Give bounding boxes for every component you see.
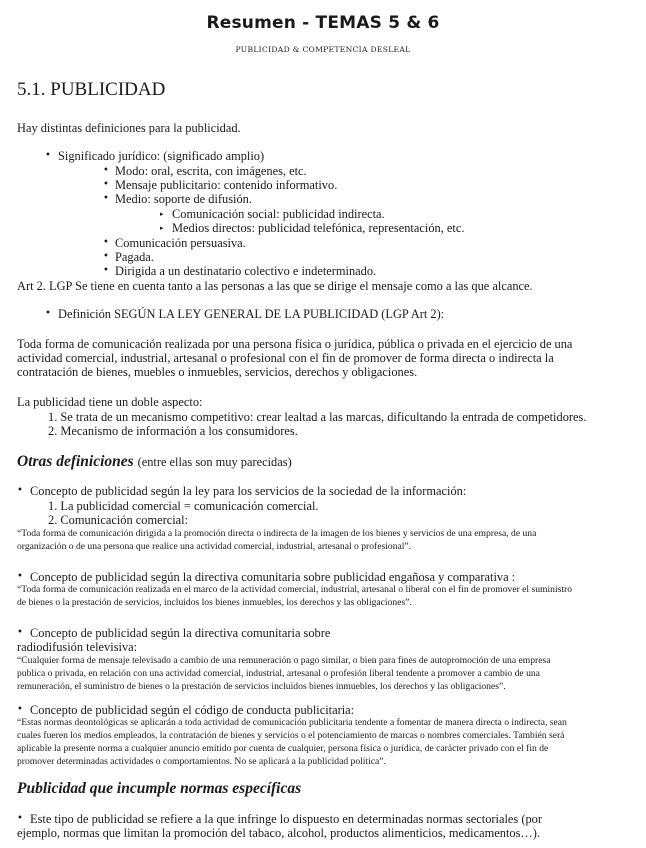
intro-text: Hay distintas definiciones para la publicidad. <box>17 121 241 135</box>
bullet-icon: • <box>103 265 109 276</box>
definicion-line: actividad comercial, industrial, artesanal o profesional con el fin de promover de forma directa o indirecta la <box>17 351 554 365</box>
concepto-label: radiodifusión televisiva: <box>17 640 138 654</box>
art2-text: Art 2. LGP Se tiene en cuenta tanto a las personas a las que se dirige el mensaje como a las que alcance. <box>17 279 533 293</box>
list-item: Dirigida a un destinatario colectivo e indeterminado. <box>115 264 377 278</box>
document-subtitle: PUBLICIDAD & COMPETENCIA DESLEAL <box>235 45 411 54</box>
quote-line: “Estas normas deontológicas se aplicarán a toda actividad de comunicación publicitaria tendente a fomentar de manera directa o indirecta, sean <box>17 717 567 728</box>
list-item: Modo: oral, escrita, con imágenes, etc. <box>115 164 307 178</box>
quote-line: organización o de una persona que realice una actividad comercial, industrial, artesanal o profesional”. <box>17 541 412 552</box>
bullet-icon: • <box>17 813 23 824</box>
otras-note: (entre ellas son muy parecidas) <box>137 455 292 469</box>
incumple-line: Este tipo de publicidad se refiere a la que infringe lo dispuesto en determinadas normas sectoriales (por <box>30 812 542 826</box>
triangle-bullet-icon: ▸ <box>160 224 164 232</box>
list-item: Comunicación social: publicidad indirecta. <box>172 207 385 221</box>
bullet-icon: • <box>103 179 109 190</box>
bullet-icon: • <box>103 251 109 262</box>
definicion-line: contratación de bienes, muebles o inmuebles, servicios, derechos y obligaciones. <box>17 365 418 379</box>
section-heading: 5.1. PUBLICIDAD <box>17 79 166 100</box>
quote-line: cuales fueren los medios empleados, la contratación de bienes y servicios o el potenciamiento de marcas o nombres comerciales. También será <box>17 730 565 741</box>
bullet-icon: • <box>17 704 23 715</box>
numbered-item: 2. Mecanismo de información a los consumidores. <box>48 424 298 438</box>
numbered-item: 2. Comunicación comercial: <box>48 513 189 527</box>
list-item: Pagada. <box>115 250 154 264</box>
quote-line: remuneración, el suministro de bienes o la prestación de servicios incluidos bienes inmuebles, los derechos y las obligaciones”. <box>17 681 506 692</box>
bullet-icon: • <box>45 150 51 161</box>
bullet-icon: • <box>17 627 23 638</box>
definicion-label: Definición SEGÚN LA LEY GENERAL DE LA PUBLICIDAD (LGP Art 2): <box>58 307 445 321</box>
definicion-line: Toda forma de comunicación realizada por una persona física o jurídica, pública o privada en el ejercicio de una <box>17 337 573 351</box>
bullet-icon: • <box>103 237 109 248</box>
quote-line: “Toda forma de comunicación realizada en el marco de la actividad comercial, industrial, artesanal o liberal con el fin de promover el suministro <box>17 584 573 595</box>
bullet-icon: • <box>17 571 23 582</box>
concepto-label: Concepto de publicidad según el código de conducta publicitaria: <box>30 703 355 717</box>
doble-aspecto-label: La publicidad tiene un doble aspecto: <box>17 395 203 409</box>
otras-heading-text: Otras definiciones <box>17 453 134 470</box>
concepto-label: Concepto de publicidad según la directiva comunitaria sobre <box>30 626 331 640</box>
incumple-line: ejemplo, normas que limitan la promoción del tabaco, alcohol, productos alimenticios, medicamentos…). <box>17 826 541 840</box>
quote-line: promover determinadas actividades o comportamientos. No se aplicará a la publicidad política”. <box>17 756 386 767</box>
list-item: Medio: soporte de difusión. <box>115 192 252 206</box>
concepto-label: Concepto de publicidad según la ley para los servicios de la sociedad de la información: <box>30 484 467 498</box>
significado-label: Significado jurídico: (significado amplio) <box>58 149 265 163</box>
otras-heading <box>17 453 292 471</box>
list-item: Comunicación persuasiva. <box>115 236 246 250</box>
numbered-item: 1. La publicidad comercial = comunicación comercial. <box>48 499 319 513</box>
quote-line: aplicable la presente norma a cualquier anuncio emitido por cuenta de cualquier, persona física o jurídica, de carácter privado con el fin de <box>17 743 549 754</box>
quote-line: “Cualquier forma de mensaje televisado a cambio de una remuneración o pago similar, o bien para fines de autopromoción de una empresa <box>17 655 551 666</box>
list-item: Medios directos: publicidad telefónica, representación, etc. <box>172 221 465 235</box>
quote-line: “Toda forma de comunicación dirigida a la promoción directa o indirecta de la imagen de los bienes y servicios de una empresa, de una <box>17 528 537 539</box>
quote-line: publica o privada, en relación con una actividad comercial, industrial, artesanal o profesión liberal tendente a promover a cambio de una <box>17 668 540 679</box>
quote-line: de bienes o la prestación de servicios, incluidos los bienes inmuebles, los derechos y las obligaciones”. <box>17 597 412 608</box>
bullet-icon: • <box>17 485 23 496</box>
list-item: Mensaje publicitario: contenido informativo. <box>115 178 338 192</box>
incumple-heading: Publicidad que incumple normas específicas <box>17 780 302 797</box>
numbered-item: 1. Se trata de un mecanismo competitivo: crear lealtad a las marcas, dificultando la entrada de competidores. <box>48 410 587 424</box>
bullet-icon: • <box>45 308 51 319</box>
bullet-icon: • <box>103 165 109 176</box>
document-title: Resumen - TEMAS 5 & 6 <box>206 13 440 33</box>
concepto-label: Concepto de publicidad según la directiva comunitaria sobre publicidad engañosa y comparativa : <box>30 570 516 584</box>
bullet-icon: • <box>103 193 109 204</box>
triangle-bullet-icon: ▸ <box>160 210 164 218</box>
